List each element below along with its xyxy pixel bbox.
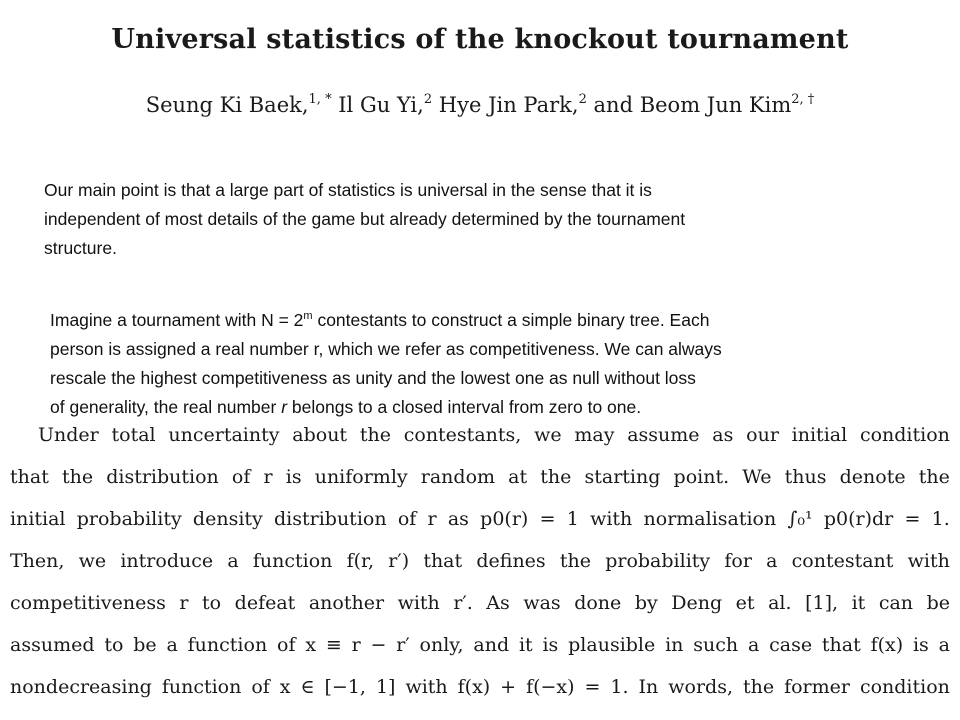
summary-paragraph-2 [50,302,930,422]
summary-line: person is assigned a real number r, which we refer as competitiveness. We can always [50,339,722,359]
excerpt-line: Then, we introduce a function f(r, r′) that defines the probability for a contestant with [10,550,950,572]
author-4: and Beom Jun Kim$^{2, \dagger}$ [593,92,815,117]
excerpt-line: initial probability density distribution of r as p0(r) = 1 with normalisation ∫₀¹ p0(r)dr = 1. [10,508,950,530]
summary-line: independent of most details of the game but already determined by the tournament [44,209,686,229]
excerpt-line: nondecreasing function of x ∈ [−1, 1] with f(x) + f(−x) = 1. In words, the former condition [10,676,950,698]
summary-paragraph-1 [44,176,924,263]
summary-line: Our main point is that a large part of statistics is universal in the sense that it is [44,180,652,200]
summary-line: rescale the highest competitiveness as unity and the lowest one as null without loss [50,368,696,388]
author-1: Seung Ki Baek,$^{1, *}$ [145,92,332,117]
paper-excerpt [10,424,950,718]
author-3: Hye Jin Park,$^2$ [438,92,587,117]
paper-title: Universal statistics of the knockout tournament [111,24,849,55]
summary-line: of generality, the real number r belongs to a closed interval from zero to one. [50,397,642,417]
excerpt-line: assumed to be a function of x ≡ r − r′ only, and it is plausible in such a case that f(x) is a [10,634,950,656]
author-list [0,92,960,117]
excerpt-line: Under total uncertainty about the contestants, we may assume as our initial condition [38,424,950,446]
summary-line: structure. [44,238,117,258]
excerpt-line: that the distribution of r is uniformly random at the starting point. We thus denote the [10,466,950,488]
excerpt-line: competitiveness r to defeat another with r′. As was done by Deng et al. [1], it can be [10,592,950,614]
author-2: Il Gu Yi,$^2$ [338,92,433,117]
summary-line: Imagine a tournament with $N = 2^m$ contestants to construct a simple binary tree. Each [50,310,710,330]
